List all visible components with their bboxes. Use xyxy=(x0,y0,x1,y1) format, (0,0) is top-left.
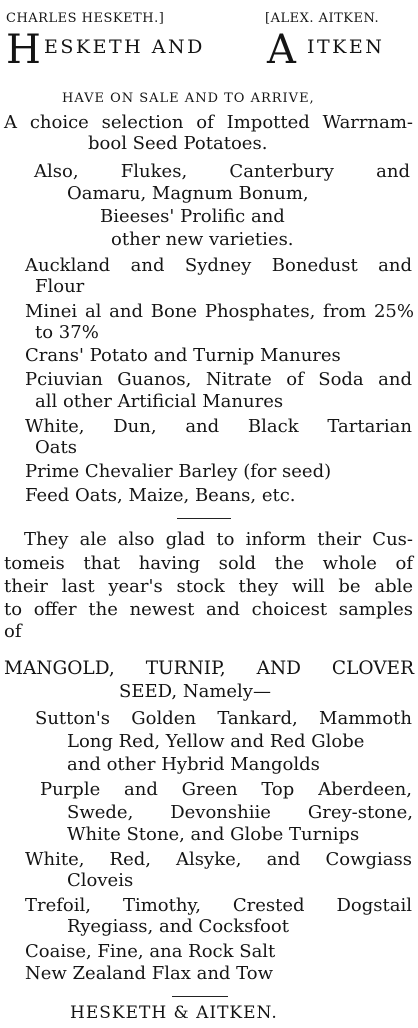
list-item: Flour xyxy=(35,276,85,297)
list-item: Pciuvian Guanos, Nitrate of Soda and xyxy=(25,369,412,390)
list-item: Ryegiass, and Cocksfoot xyxy=(67,916,289,937)
divider-rule xyxy=(172,996,228,997)
list-item: Swede, Devonshiie Grey-stone, xyxy=(67,802,413,823)
firm-initial-h: H xyxy=(6,27,41,73)
paragraph-line: tomeis that having sold the whole of xyxy=(4,553,413,574)
firm-name-part-1: ESKETH AND xyxy=(44,36,205,58)
list-item: Crans' Potato and Turnip Manures xyxy=(25,345,341,366)
divider-rule xyxy=(177,518,231,519)
list-item: A choice selection of Impotted Warrnam- xyxy=(4,112,413,133)
list-item: to 37% xyxy=(35,322,99,343)
list-item: Prime Chevalier Barley (for seed) xyxy=(25,461,332,482)
list-item: White Stone, and Globe Turnips xyxy=(67,824,360,845)
list-item: Purple and Green Top Aberdeen, xyxy=(40,779,412,800)
list-item: Also, Flukes, Canterbury and xyxy=(34,161,410,182)
list-item: bool Seed Potatoes. xyxy=(88,133,268,154)
list-item: Minei al and Bone Phosphates, from 25% xyxy=(25,301,414,322)
list-item: Trefoil, Timothy, Crested Dogstail xyxy=(25,895,412,916)
list-item: White, Red, Alsyke, and Cowgiass xyxy=(25,849,412,870)
announcement-line: HAVE ON SALE AND TO ARRIVE, xyxy=(62,91,315,106)
list-item: Oamaru, Magnum Bonum, xyxy=(67,183,309,204)
list-item: Oats xyxy=(35,437,77,458)
signature: HESKETH & AITKEN. xyxy=(70,1003,278,1023)
list-item: Auckland and Sydney Bonedust and xyxy=(25,255,412,276)
paragraph-line: their last year's stock they will be able xyxy=(4,576,413,597)
paragraph-line: to offer the newest and choicest samples xyxy=(4,599,413,620)
seed-subheading: SEED, Namely— xyxy=(119,681,271,702)
seed-heading: MANGOLD, TURNIP, AND CLOVER xyxy=(4,658,414,679)
list-item: Cloveis xyxy=(67,870,134,891)
list-item: and other Hybrid Mangolds xyxy=(67,754,320,775)
firm-initial-a: A xyxy=(267,27,296,73)
paragraph-line: of xyxy=(4,621,22,642)
list-item: all other Artificial Manures xyxy=(35,391,284,412)
partner-name-right: [ALEX. AITKEN. xyxy=(265,11,380,26)
list-item: Feed Oats, Maize, Beans, etc. xyxy=(25,485,296,506)
partner-name-left: CHARLES HESKETH.] xyxy=(6,11,165,26)
list-item: New Zealand Flax and Tow xyxy=(25,963,274,984)
list-item: Coaise, Fine, ana Rock Salt xyxy=(25,941,276,962)
list-item: Long Red, Yellow and Red Globe xyxy=(67,731,365,752)
list-item: White, Dun, and Black Tartarian xyxy=(25,416,412,437)
list-item: other new varieties. xyxy=(111,229,294,250)
firm-name-part-2: ITKEN xyxy=(307,36,385,58)
list-item: Sutton's Golden Tankard, Mammoth xyxy=(35,708,412,729)
paragraph-line: They ale also glad to inform their Cus- xyxy=(24,529,413,550)
list-item: Bieeses' Prolific and xyxy=(100,206,285,227)
